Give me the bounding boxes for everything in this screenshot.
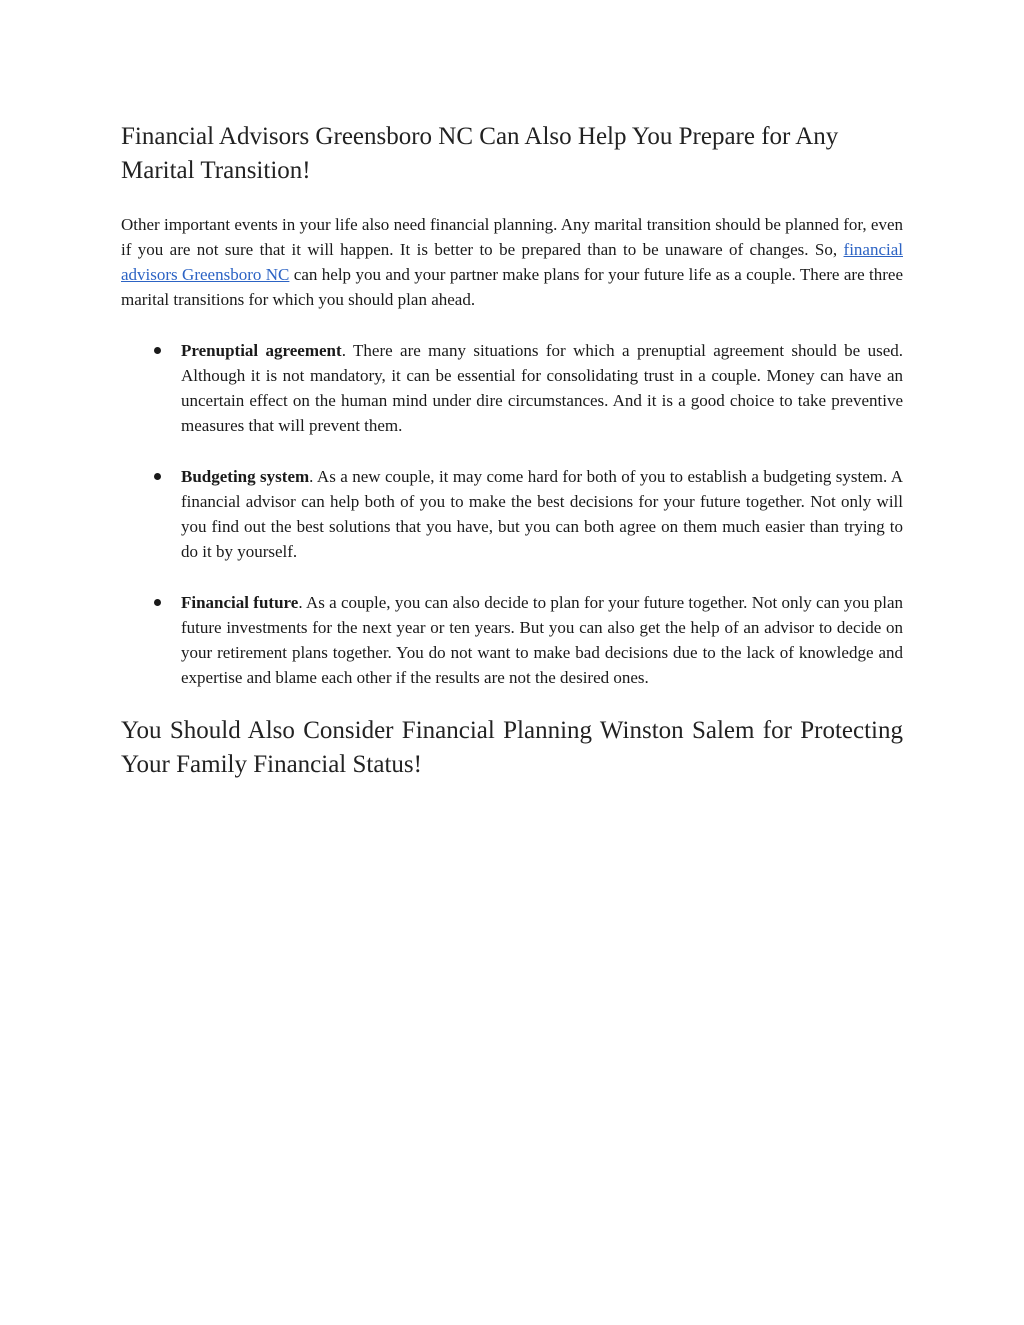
- intro-text-before-link: Other important events in your life also need financial planning. Any marital transition should be planned for, even if you are not sure that it will happen. It is better to be prepared than to be unaware of changes. So,: [121, 215, 903, 259]
- bullet-text: . As a new couple, it may come hard for both of you to establish a budgeting system. A financial advisor can help both of you to make the best decisions for your future together. Not only will you find out the best solutions that you have, but you can both agree on them much easier than trying to do it by yourself.: [181, 467, 903, 561]
- marital-transitions-list: [121, 338, 903, 690]
- bullet-dot-icon: [154, 347, 161, 354]
- bullet-term: Prenuptial agreement: [181, 341, 342, 360]
- section-heading-winston-salem: You Should Also Consider Financial Planning Winston Salem for Protecting Your Family Financial Status!: [121, 717, 903, 778]
- bullet-dot-icon: [154, 599, 161, 606]
- intro-paragraph: [121, 212, 903, 312]
- financial-advisors-link[interactable]: financial advisors Greensboro NC: [121, 240, 903, 284]
- section-heading-marital-transition: Financial Advisors Greensboro NC Can Also Help You Prepare for Any Marital Transition!: [121, 123, 839, 184]
- bullet-dot-icon: [154, 473, 161, 480]
- bullet-text: . As a couple, you can also decide to plan for your future together. Not only can you plan future investments for the next year or ten years. But you can also get the help of an advisor to decide on your retirement plans together. You do not want to make bad decisions due to the lack of knowledge and expertise and blame each other if the results are not the desired ones.: [181, 593, 903, 687]
- list-item: [121, 464, 903, 564]
- document-page: [121, 120, 903, 782]
- intro-text-after-link: can help you and your partner make plans for your future life as a couple. There are three marital transitions for which you should plan ahead.: [121, 265, 903, 309]
- list-item: [121, 338, 903, 438]
- bullet-term: Budgeting system: [181, 467, 310, 486]
- list-item: [121, 590, 903, 690]
- bullet-term: Financial future: [181, 593, 299, 612]
- bullet-text: . There are many situations for which a prenuptial agreement should be used. Although it is not mandatory, it can be essential for consolidating trust in a couple. Money can have an uncertain effect on the human mind under dire circumstances. And it is a good choice to take preventive measures that will prevent them.: [181, 341, 903, 435]
